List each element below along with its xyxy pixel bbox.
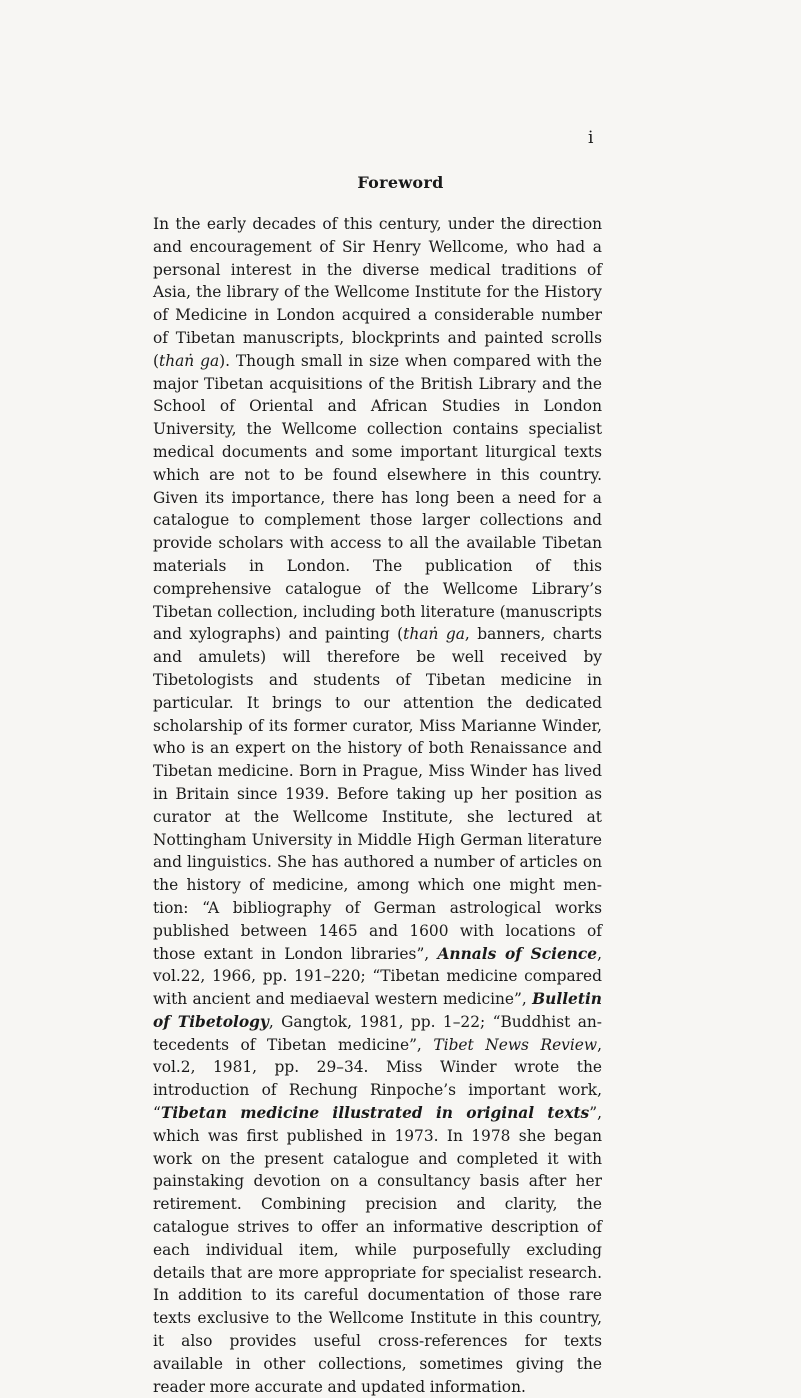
book-title: Tibetan medicine illustrated in original texts [160, 1104, 590, 1123]
text-segment-italic: thaṅ ga [159, 351, 220, 370]
journal-title: Annals of Science [437, 944, 598, 963]
text-segment: , vol.22, 1966, pp. 191–220; “Tibetan medicine compared with ancient and mediaeval western medicine”, [153, 944, 602, 1009]
text-segment: ). Though small in size when compared with the major Tibetan acquisitions of the British Library and the School of Oriental and African Studies in London University, the Wellcome collection contains specialist medical documents and some important liturgical texts which are not to be found elsewhere in this country. Given its importance, there has long been a need for a catalogue to complement those larger collections and provide scholars with access to all the available Tibetan materials in London. The publication of this comprehensive catalogue of the Wellcome Library’s Tibetan collection, including both literature (manuscripts and xylographs) and painting ( [153, 351, 602, 644]
foreword-body [153, 213, 602, 1398]
page-title: Foreword [357, 173, 444, 192]
journal-title: Tibet News Review [433, 1035, 598, 1054]
text-segment-italic: thaṅ ga [403, 625, 465, 644]
page-number: i [588, 128, 594, 148]
text-segment: , vol.2, 1981, pp. 29–34. Miss Winder wrote the introduction of Rechung Rinpoche’s important work, “ [153, 1035, 602, 1123]
text-segment: In the early decades of this century, under the direction and encouragement of Sir Henry Wellcome, who had a personal interest in the diverse medical traditions of Asia, the library of the Wellcome Institute for the History of Medicine in London acquired a considerable number of Tibetan manuscripts, blockprints and painted scrolls ( [153, 215, 602, 370]
journal-title: Bulletin of Tibetology [153, 990, 602, 1031]
text-segment: , banners, charts and amulets) will therefore be well received by Tibetologists and students of Tibetan medicine in particular. It brings to our attention the dedicated scholarship of its former curator, Miss Marianne Winder, who is an expert on the history of both Renaissance and Tibetan medicine. Born in Prague, Miss Winder has lived in Britain since 1939. Before taking up her position as curator at the Wellcome Institute, she lectured at Nottingham University in Middle High German literature and linguistics. She has authored a number of articles on the history of medicine, among which one might mention: “A bibliography of German astrological works published between 1465 and 1600 with locations of those extant in London libraries”, [153, 625, 602, 963]
text-segment: , Gangtok, 1981, pp. 1–22; “Buddhist antecedents of Tibetan medicine”, [153, 1012, 602, 1054]
text-segment: ”, which was first published in 1973. In 1978 she began work on the present catalogue and completed it with painstaking devotion on a consultancy basis after her retirement. Combining precision and clarity, the catalogue strives to offer an informative description of each individual item, while purposefully excluding details that are more appropriate for specialist research. In addition to its careful documentation of those rare texts exclusive to the Wellcome Institute in this country, it also provides useful cross-references for texts available in other collections, sometimes giving the reader more accurate and updated information. [153, 1104, 602, 1396]
